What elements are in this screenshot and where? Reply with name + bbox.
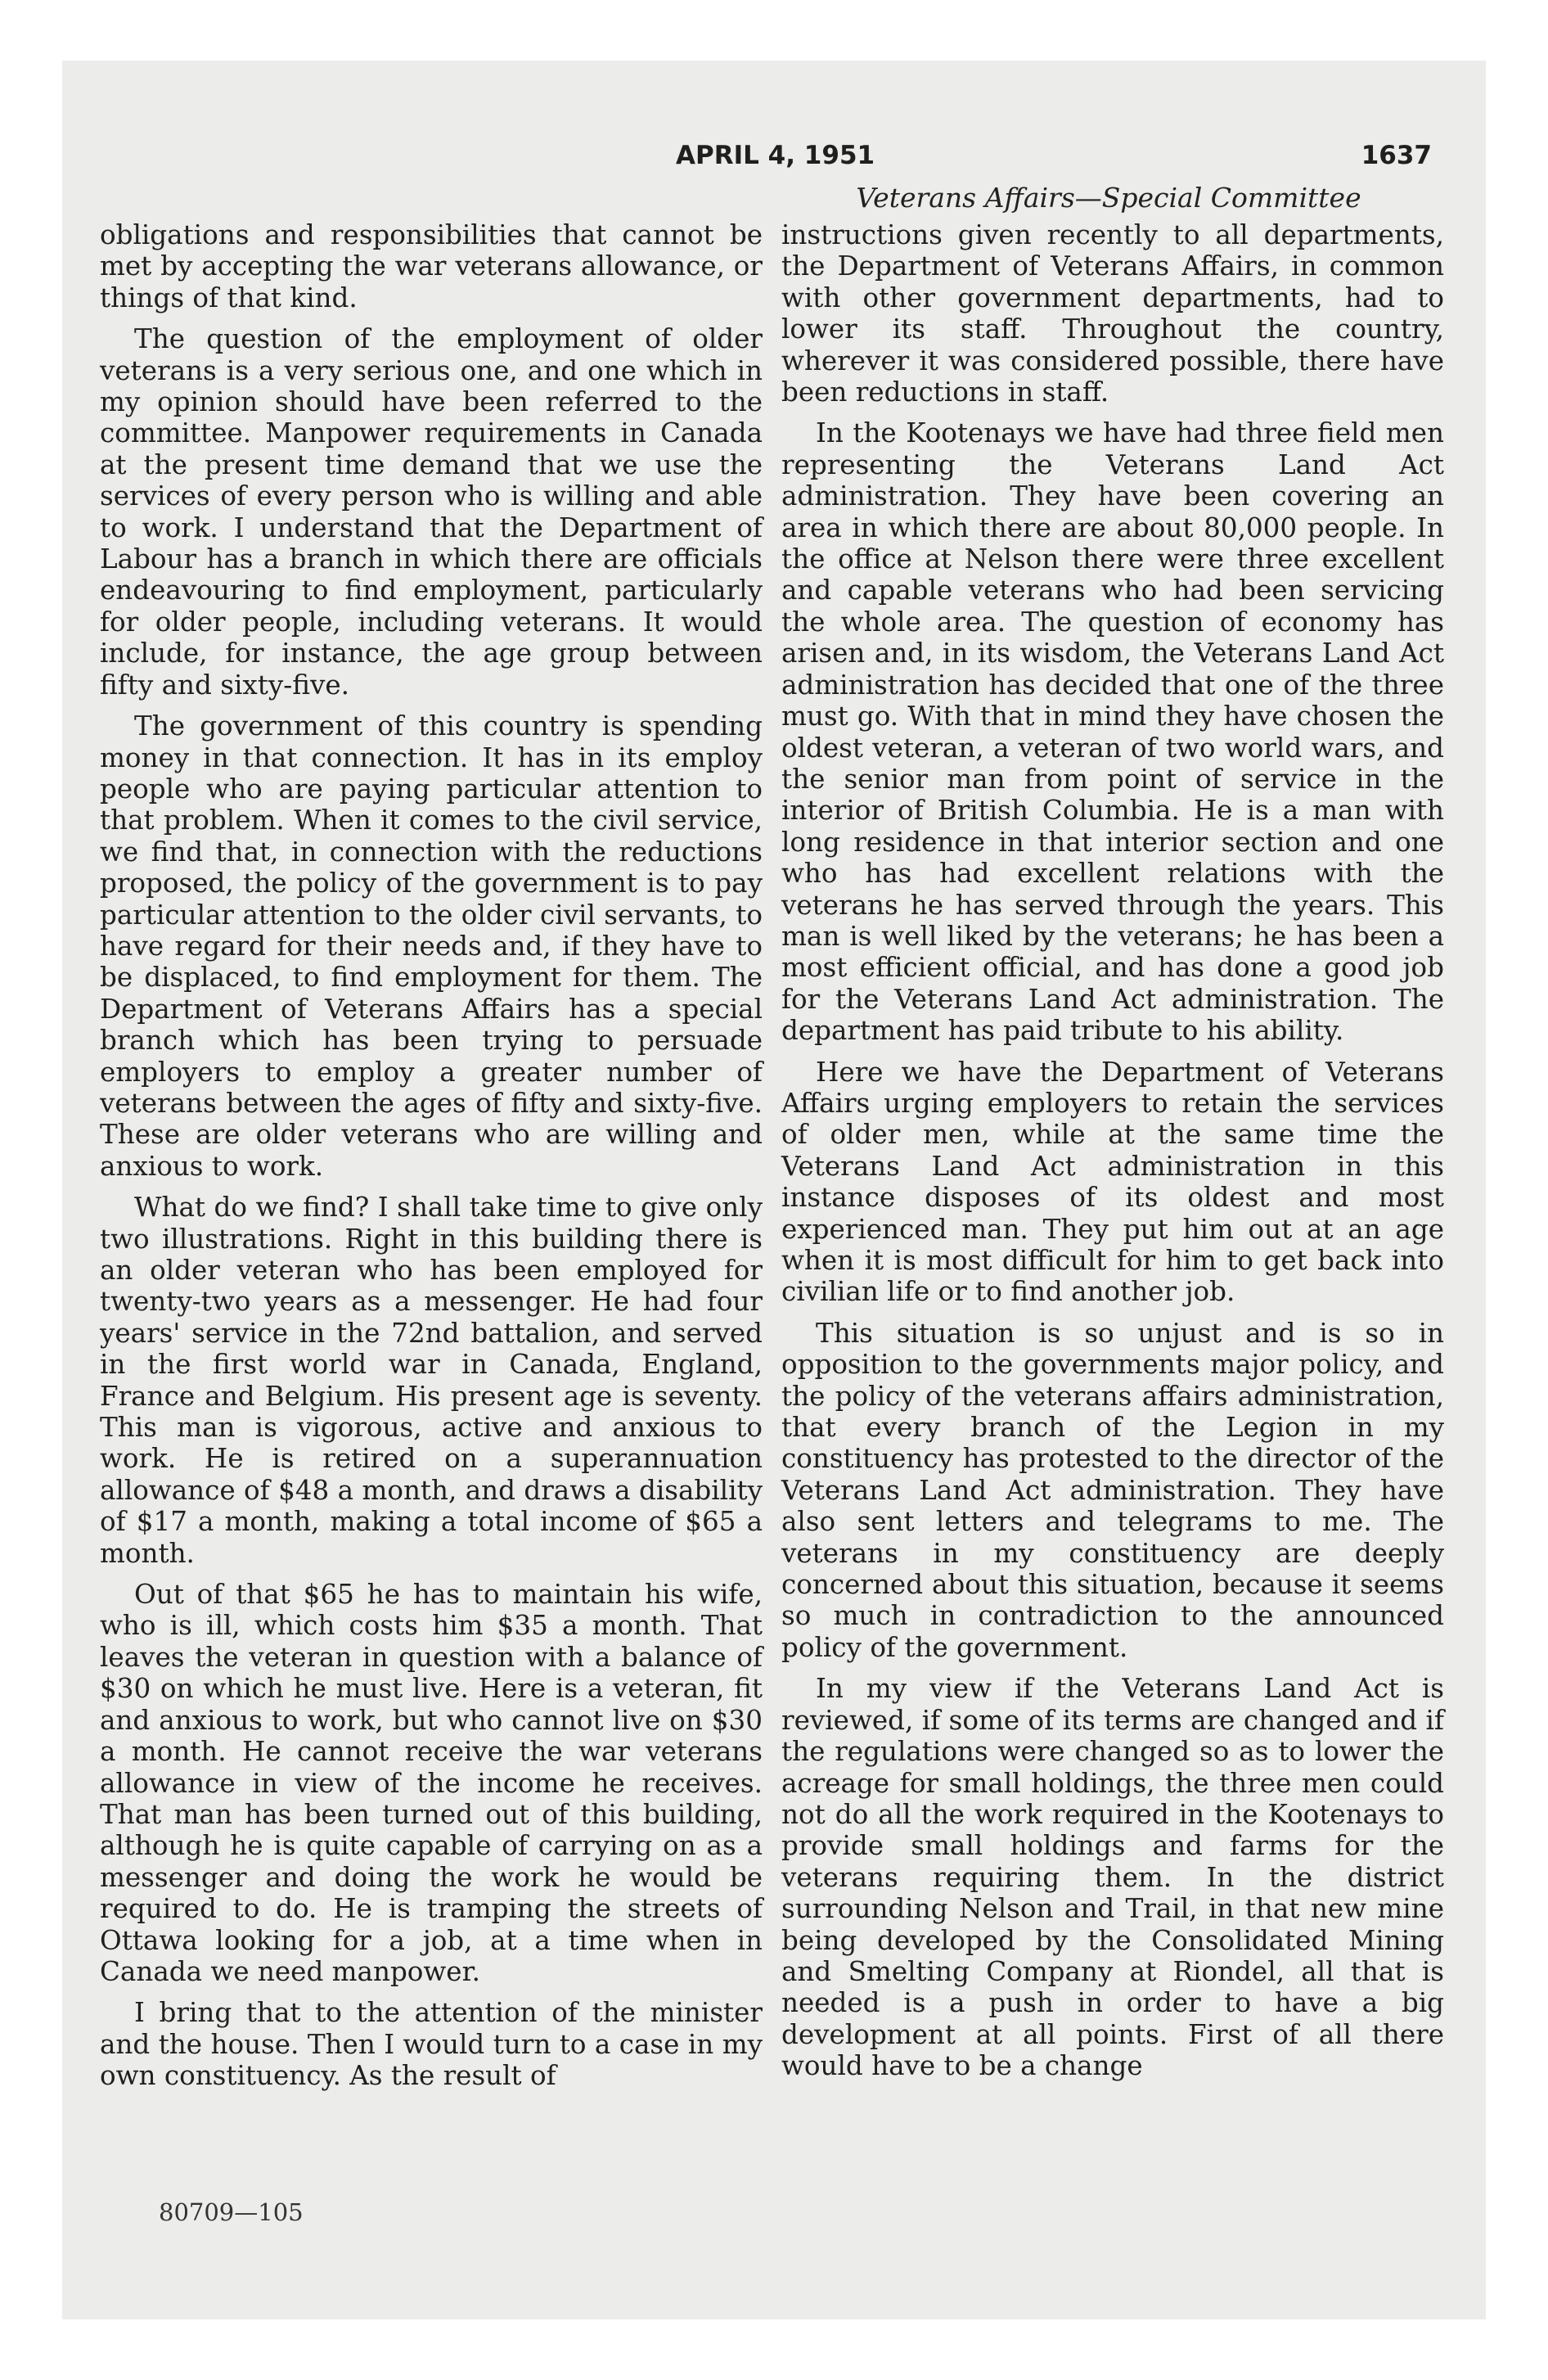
paragraph: Here we have the Department of Veterans Affairs urging employers to retain the services of older men, while at the same time the Veterans Land Act administration in this instance disposes of its oldest and most experienced man. They put him out at an age when it is most difficult for him to get back into civilian life or to find another job. <box>781 1056 1444 1308</box>
paragraph: Out of that $65 he has to maintain his wife, who is ill, which costs him $35 a month. That leaves the veteran in question with a balance of $30 on which he must live. Here is a veteran, fit and anxious to work, but who cannot live on $30 a month. He cannot receive the war veterans allowance in view of the income he receives. That man has been turned out of this building, although he is quite capable of carrying on as a messenger and doing the work he would be required to do. He is tramping the streets of Ottawa looking for a job, at a time when in Canada we need manpower. <box>100 1579 763 1987</box>
paragraph: In the Kootenays we have had three field men representing the Veterans Land Act administration. They have been covering an area in which there are about 80,000 people. In the office at Nelson there were three excellent and capable veterans who had been servicing the whole area. The question of economy has arisen and, in its wisdom, the Veterans Land Act administration has decided that one of the three must go. With that in mind they have chosen the oldest veteran, a veteran of two world wars, and the senior man from point of service in the interior of British Columbia. He is a man with long residence in that interior section and one who has had excellent relations with the veterans he has served through the years. This man is well liked by the veterans; he has been a most efficient official, and has done a good job for the Veterans Land Act administration. The department has paid tribute to his ability. <box>781 417 1444 1047</box>
left-column <box>100 219 763 2092</box>
paragraph: obligations and responsibilities that cannot be met by accepting the war veterans allowance, or things of that kind. <box>100 219 763 313</box>
page-number: 1637 <box>1361 141 1432 170</box>
paragraph: instructions given recently to all departments, the Department of Veterans Affairs, in common with other government departments, had to lower its staff. Throughout the country, wherever it was considered possible, there have been reductions in staff. <box>781 219 1444 408</box>
paragraph: The government of this country is spending money in that connection. It has in its employ people who are paying particular attention to that problem. When it comes to the civil service, we find that, in connection with the reductions proposed, the policy of the government is to pay particular attention to the older civil servants, to have regard for their needs and, if they have to be displaced, to find employment for them. The Department of Veterans Affairs has a special branch which has been trying to persuade employers to employ a greater number of veterans between the ages of fifty and sixty-five. These are older veterans who are willing and anxious to work. <box>100 710 763 1182</box>
paragraph: This situation is so unjust and is so in opposition to the governments major policy, and the policy of the veterans affairs administration, that every branch of the Legion in my constituency has protested to the director of the Veterans Land Act administration. They have also sent letters and telegrams to me. The veterans in my constituency are deeply concerned about this situation, because it seems so much in contradiction to the announced policy of the government. <box>781 1317 1444 1663</box>
paragraph: I bring that to the attention of the minister and the house. Then I would turn to a case in my own constituency. As the result of <box>100 1997 763 2092</box>
paragraph: In my view if the Veterans Land Act is reviewed, if some of its terms are changed and if the regulations were changed so as to lower the acreage for small holdings, the three men could not do all the work required in the Kootenays to provide small holdings and farms for the veterans requiring them. In the district surrounding Nelson and Trail, in that new mine being developed by the Consolidated Mining and Smelting Company at Riondel, all that is needed is a push in order to have a big development at all points. First of all there would have to be a change <box>781 1673 1444 2082</box>
header-date: APRIL 4, 1951 <box>676 141 875 170</box>
footer-code: 80709—105 <box>159 2198 304 2226</box>
paragraph: The question of the employment of older veterans is a very serious one, and one which in my opinion should have been referred to the committee. Manpower requirements in Canada at the present time demand that we use the services of every person who is willing and able to work. I understand that the Department of Labour has a branch in which there are officials endeavouring to find employment, particularly for older people, including veterans. It would include, for instance, the age group between fifty and sixty-five. <box>100 323 763 701</box>
page-header <box>106 141 1432 182</box>
paragraph: What do we find? I shall take time to give only two illustrations. Right in this building there is an older veteran who has been employed for twenty-two years as a messenger. He had four years' service in the 72nd battalion, and served in the first world war in Canada, England, France and Belgium. His present age is seventy. This man is vigorous, active and anxious to work. He is retired on a superannuation allowance of $48 a month, and draws a disability of $17 a month, making a total income of $65 a month. <box>100 1192 763 1569</box>
right-column <box>781 219 1444 2082</box>
section-title: Veterans Affairs—Special Committee <box>856 182 1361 214</box>
